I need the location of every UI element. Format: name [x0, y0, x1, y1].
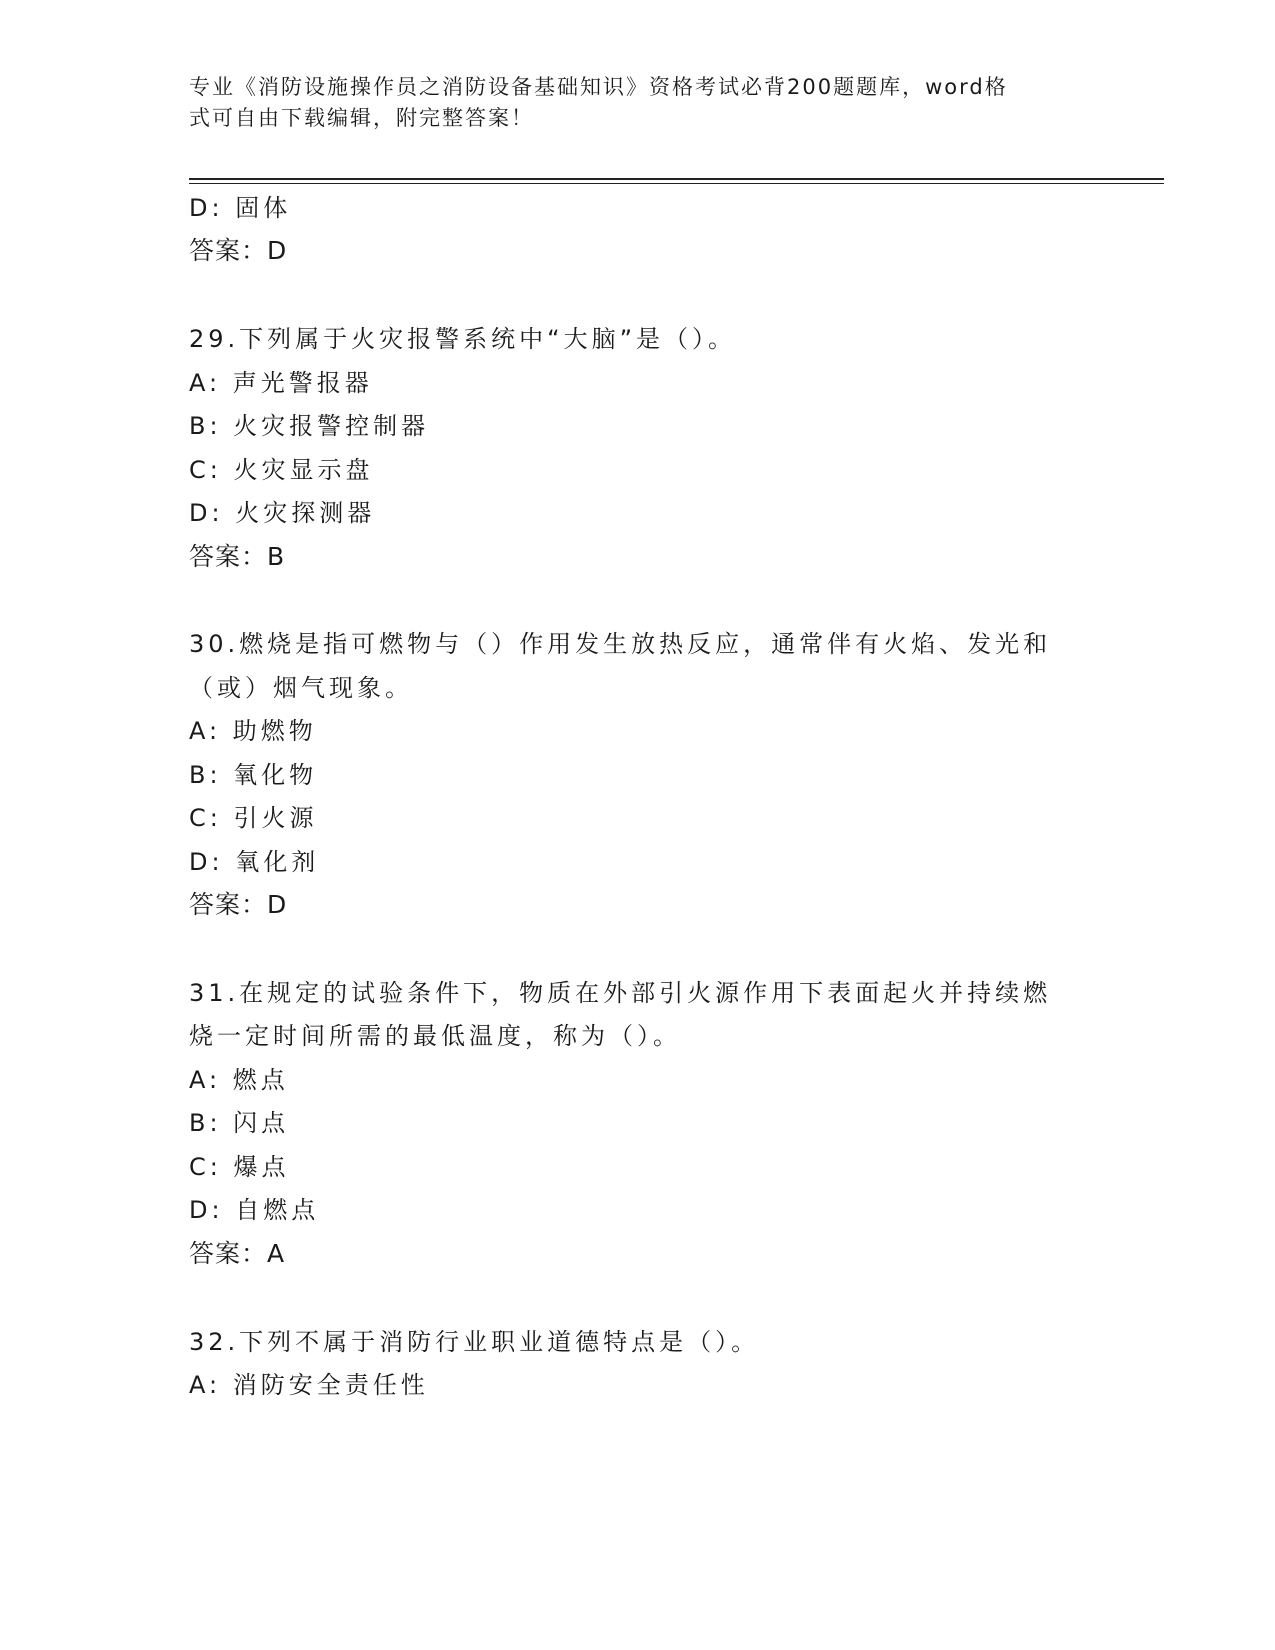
option-d-prev: D: 固体	[189, 194, 292, 222]
question-29-option-d: D: 火灾探测器	[189, 499, 376, 527]
header-rule-thick	[189, 178, 1164, 180]
question-32-stem: 32.下列不属于消防行业职业道德特点是（）。	[189, 1328, 760, 1356]
document-header	[189, 72, 1069, 134]
question-29-option-c: C: 火灾显示盘	[189, 456, 374, 484]
header-line-2: 式可自由下载编辑，附完整答案！	[189, 106, 534, 130]
question-31-answer: 答案：A	[189, 1239, 286, 1268]
question-30-answer: 答案：D	[189, 890, 288, 919]
question-32-option-a: A: 消防安全责任性	[189, 1371, 429, 1399]
answer-prev: 答案：D	[189, 236, 288, 265]
question-30-stem-line-1: 30.燃烧是指可燃物与（）作用发生放热反应，通常伴有火焰、发光和	[189, 630, 1052, 658]
question-30-option-d: D: 氧化剂	[189, 848, 320, 876]
question-30-option-a: A: 助燃物	[189, 717, 317, 745]
question-29-stem: 29.下列属于火灾报警系统中“大脑”是（）。	[189, 325, 737, 353]
header-line-1: 专业《消防设施操作员之消防设备基础知识》资格考试必背200题题库，word格	[189, 75, 1008, 99]
question-30-stem-line-2: （或）烟气现象。	[189, 674, 413, 702]
question-31-stem-line-2: 烧一定时间所需的最低温度，称为（）。	[189, 1022, 681, 1050]
question-31-stem-line-1: 31.在规定的试验条件下，物质在外部引火源作用下表面起火并持续燃	[189, 979, 1052, 1007]
question-30-option-b: B: 氧化物	[189, 761, 318, 789]
header-rule-thin	[189, 183, 1164, 184]
question-29-answer: 答案：B	[189, 542, 286, 571]
question-31-option-d: D: 自燃点	[189, 1196, 320, 1224]
question-31-option-b: B: 闪点	[189, 1109, 290, 1137]
question-29-option-a: A: 声光警报器	[189, 369, 373, 397]
question-31-option-a: A: 燃点	[189, 1066, 289, 1094]
question-30-option-c: C: 引火源	[189, 804, 318, 832]
question-31-option-c: C: 爆点	[189, 1153, 290, 1181]
question-29-option-b: B: 火灾报警控制器	[189, 412, 430, 440]
